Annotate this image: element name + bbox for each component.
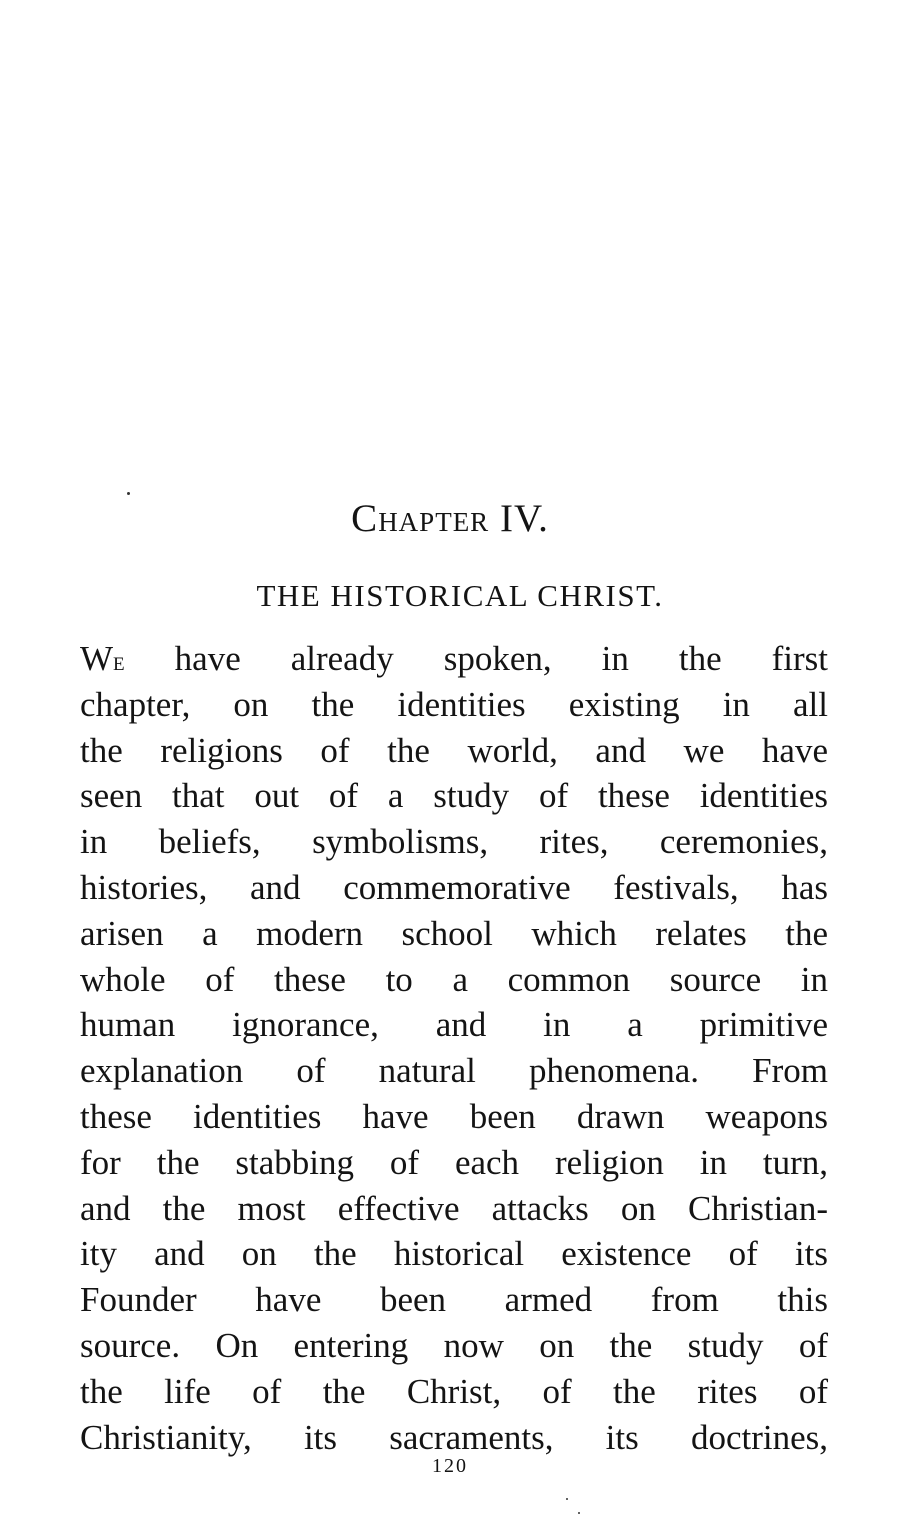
line-1-text: have already spoken, in the first	[124, 639, 828, 678]
text-line-6: histories, and commemorative festivals, has	[80, 867, 828, 907]
page-number: 120	[432, 1455, 468, 1477]
chapter-heading	[0, 494, 900, 544]
text-line-8: whole of these to a common source in	[80, 959, 828, 999]
text-line-9: human ignorance, and in a primitive	[80, 1005, 828, 1045]
text-line-3: the religions of the world, and we have	[80, 730, 828, 770]
chapter-title: THE HISTORICAL CHRIST.	[256, 578, 664, 613]
chapter-label-initial: C	[351, 497, 379, 540]
chapter-number: IV.	[499, 497, 549, 540]
print-speck	[566, 1498, 568, 1500]
text-line-15: Founder have been armed from this	[80, 1280, 828, 1320]
text-line-14: ity and on the historical existence of its	[80, 1234, 828, 1274]
text-line-1	[80, 636, 828, 682]
text-line-7: arisen a modern school which relates the	[80, 913, 828, 953]
text-line-4: seen that out of a study of these identities	[80, 776, 828, 816]
text-line-11: these identities have been drawn weapons	[80, 1096, 828, 1136]
text-line-2: chapter, on the identities existing in all	[80, 684, 828, 724]
chapter-label-rest: hapter	[378, 497, 490, 540]
text-line-17: the life of the Christ, of the rites of	[80, 1371, 828, 1411]
first-word-initial: W	[80, 639, 114, 678]
text-line-16: source. On entering now on the study of	[80, 1325, 828, 1365]
text-line-12: for the stabbing of each religion in turn,	[80, 1142, 828, 1182]
text-line-13: and the most effective attacks on Christian-	[80, 1188, 828, 1228]
text-line-18: Christianity, its sacraments, its doctrines,	[80, 1417, 828, 1457]
text-line-5: in beliefs, symbolisms, rites, ceremonies,	[80, 822, 828, 862]
text-line-10: explanation of natural phenomena. From	[80, 1051, 828, 1091]
print-speck	[578, 1512, 580, 1514]
first-word-rest: e	[113, 646, 125, 676]
body-paragraph	[80, 636, 828, 1460]
